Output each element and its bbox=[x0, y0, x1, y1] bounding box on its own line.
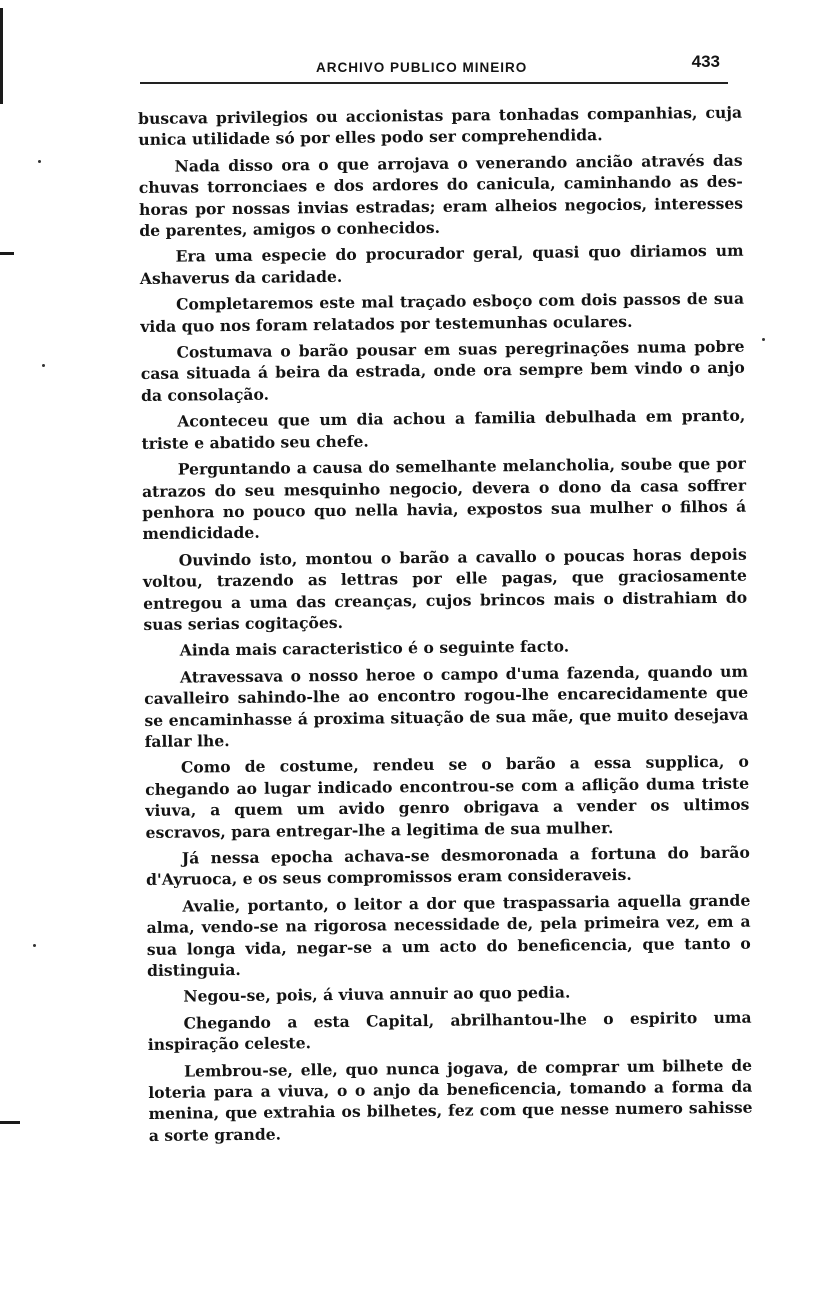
page-header bbox=[140, 52, 728, 88]
paragraph: Completaremos este mal traçado esboço com dois passos de sua vida quo nos foram relatados por testemunhas oculares. bbox=[140, 288, 745, 336]
body-text bbox=[138, 102, 753, 1152]
binding-edge-rule bbox=[0, 8, 3, 104]
paragraph: buscava privilegios ou accionistas para tonhadas companhias, cuja unica utilidade só por elles podo ser comprehendida. bbox=[138, 102, 743, 150]
scan-speck bbox=[762, 338, 765, 341]
scan-speck bbox=[38, 160, 41, 163]
paragraph: Costumava o barão pousar em suas peregrinações numa pobre casa situada á beira da estrada, onde ora sempre bem vindo o anjo da consolação. bbox=[140, 336, 745, 405]
margin-mark bbox=[0, 252, 14, 255]
margin-mark bbox=[0, 1121, 20, 1124]
paragraph: Atravessava o nosso heroe o campo d'uma fazenda, quando um cavalleiro sahindo-lhe ao encontro rogou-lhe encarecidamente que se encaminhasse á proxima situação de sua mãe, que muito desejava fallar lhe. bbox=[144, 661, 749, 751]
paragraph: Avalie, portanto, o leitor a dor que traspassaria aquella grande alma, vendo-se na rigorosa necessidade de, pela primeira vez, em a sua longa vida, negar-se a um acto do beneficencia, que tanto o distinguia. bbox=[146, 890, 751, 980]
paragraph: Ainda mais caracteristico é o seguinte facto. bbox=[179, 636, 570, 660]
paragraph: Ouvindo isto, montou o barão a cavallo o poucas horas depois voltou, trazendo as lettras por elle pagas, que graciosamente entregou a uma das creanças, cujos brincos mais o distrahiam do suas serias cogitações. bbox=[142, 544, 748, 634]
scan-speck bbox=[42, 364, 45, 367]
paragraph: Como de costume, rendeu se o barão a essa supplica, o chegando ao lugar indicado encontrou-se com a aflição duma triste viuva, a quem um avido genro obrigava a vender os ultimos escravos, para entregar-lhe a legitima de sua mulher. bbox=[145, 752, 750, 842]
paragraph: Já nessa epocha achava-se desmoronada a fortuna do barão d'Ayruoca, e os seus compromissos eram consideraveis. bbox=[145, 842, 750, 890]
paragraph: Nada disso ora o que arrojava o venerando ancião através das chuvas torronciaes e dos ardores do canicula, caminhando as des-horas por nossas invias estradas; eram alheios negocios, interesses de parentes, amigos o conhecidos. bbox=[138, 150, 744, 241]
header-rule bbox=[140, 82, 728, 84]
paragraph: Perguntando a causa do semelhante melancholia, soube que por atrazos do seu mesquinho negocio, devera o dono da casa soffrer penhora no pouco quo nella havia, expostos sua mulher o filhos á mendicidade. bbox=[141, 453, 747, 544]
scan-speck bbox=[33, 944, 36, 947]
page-number: 433 bbox=[691, 52, 720, 71]
running-title: ARCHIVO PUBLICO MINEIRO bbox=[316, 60, 528, 75]
paragraph: Negou-se, pois, á viuva annuir ao quo pedia. bbox=[183, 982, 571, 1007]
paragraph: Lembrou-se, elle, quo nunca jogava, de comprar um bilhete de loteria para a viuva, o o anjo da beneficencia, tomando a forma da menina, que extrahia os bilhetes, fez com que nesse numero sahisse a sorte grande. bbox=[148, 1055, 753, 1145]
paragraph: Era uma especie do procurador geral, quasi quo diriamos um Ashaverus da caridade. bbox=[139, 241, 744, 288]
paragraph: Chegando a esta Capital, abrilhantou-lhe o espirito uma inspiração celeste. bbox=[147, 1007, 752, 1055]
paragraph: Aconteceu que um dia achou a familia debulhada em pranto, triste e abatido seu chefe. bbox=[141, 405, 746, 453]
